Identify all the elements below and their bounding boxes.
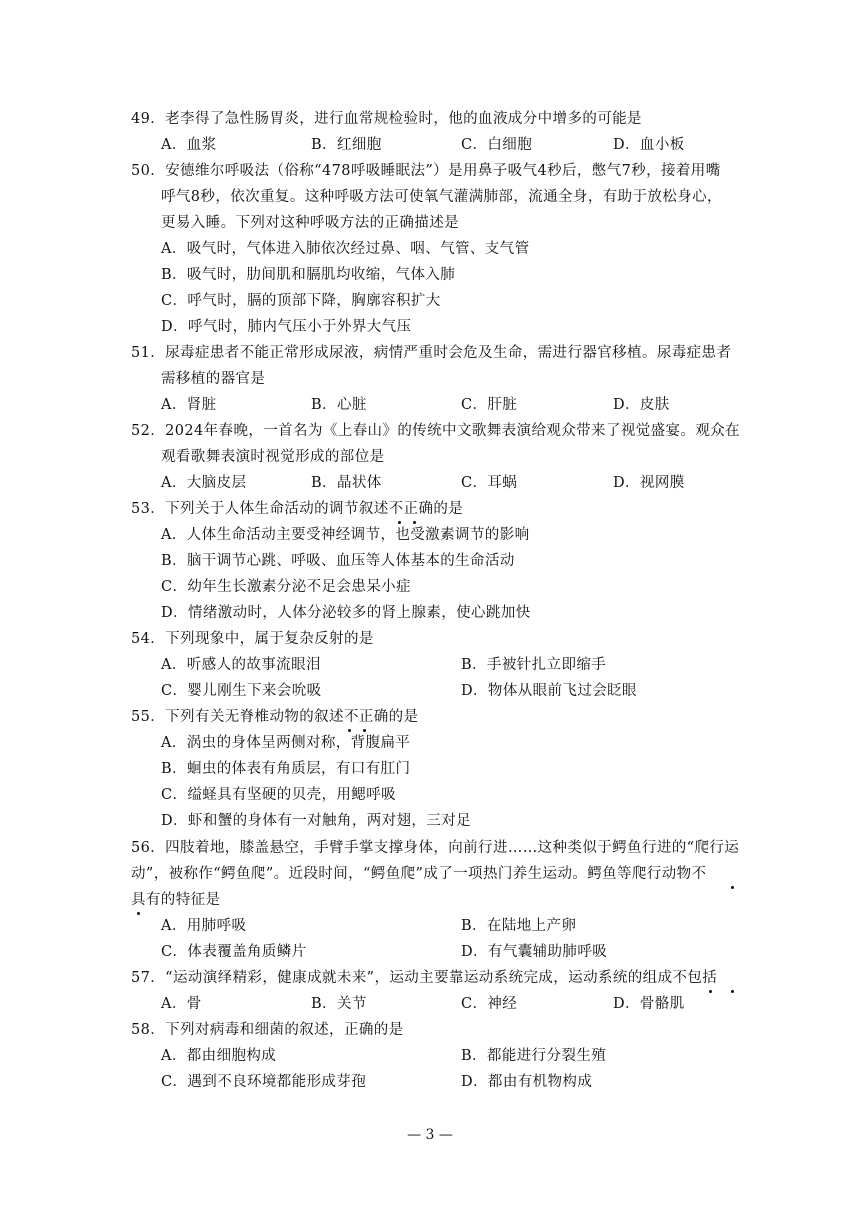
page-number: — 3 — [407, 1127, 453, 1143]
question-50-stem-line-3: 更易入睡。下列对这种呼吸方法的正确描述是 [161, 215, 459, 231]
question-52-stem-line-1: 52．2024年春晚，一首名为《上春山》的传统中文歌舞表演给观众带来了视觉盛宴。观众在 [131, 423, 741, 439]
question-56-option-a: A．用肺呼吸 [161, 918, 247, 934]
question-58-option-a: A．都由细胞构成 [161, 1048, 277, 1064]
question-57-option-b: B．关节 [311, 996, 367, 1012]
question-57-option-a: A．骨 [161, 996, 202, 1012]
question-56-stem-line-1: 56．四肢着地，膝盖悬空，手臂手掌支撑身体，向前行进……这种类似于鳄鱼行进的“爬行运 [131, 840, 740, 856]
question-55-option-d: D．虾和蟹的身体有一对触角，两对翅，三对足 [161, 813, 472, 829]
question-49-option-c: C．白细胞 [461, 137, 533, 153]
question-58-option-c: C．遇到不良环境都能形成芽孢 [161, 1074, 367, 1090]
question-50-option-b: B．吸气时，肋间肌和膈肌均收缩，气体入肺 [161, 267, 456, 283]
question-49-stem: 49．老李得了急性肠胃炎，进行血常规检验时，他的血液成分中增多的可能是 [131, 111, 642, 127]
question-56-stem-line-2: 动”，被称作“鳄鱼爬”。近段时间，“鳄鱼爬”成了一项热门养生运动。鳄鱼等爬行动物不 [131, 866, 707, 882]
question-53-option-c: C．幼年生长激素分泌不足会患呆小症 [161, 579, 411, 595]
question-51-stem-line-2: 需移植的器官是 [161, 371, 266, 387]
question-53-stem: 53．下列关于人体生命活动的调节叙述不正确的是 [131, 501, 464, 517]
question-54-option-b: B．手被针扎立即缩手 [461, 657, 607, 673]
question-58-option-d: D．都由有机物构成 [461, 1074, 593, 1090]
question-52-option-b: B．晶状体 [311, 475, 382, 491]
question-50-option-a: A．吸气时，气体进入肺依次经过鼻、咽、气管、支气管 [161, 241, 530, 257]
question-49-option-a: A．血浆 [161, 137, 217, 153]
question-58-stem: 58．下列对病毒和细菌的叙述，正确的是 [131, 1022, 404, 1038]
question-50-option-c: C．呼气时，膈的顶部下降，胸廓容积扩大 [161, 293, 441, 309]
question-56-stem-line-3: 具有的特征是 [131, 892, 221, 908]
question-51-option-a: A．肾脏 [161, 397, 217, 413]
question-55-option-a: A．涡虫的身体呈两侧对称，背腹扁平 [161, 735, 411, 751]
question-52-stem-line-2: 观看歌舞表演时视觉形成的部位是 [161, 449, 385, 465]
question-52-option-c: C．耳蜗 [461, 475, 518, 491]
question-56-option-b: B．在陆地上产卵 [461, 918, 577, 934]
question-53-option-d: D．情绪激动时，人体分泌较多的肾上腺素，使心跳加快 [161, 605, 531, 621]
question-54-stem: 54．下列现象中，属于复杂反射的是 [131, 631, 374, 647]
question-54-option-c: C．婴儿刚生下来会吮吸 [161, 683, 322, 699]
question-56-option-c: C．体表覆盖角质鳞片 [161, 944, 307, 960]
question-50-stem-line-2: 呼气8秒，依次重复。这种呼吸方法可使氧气灌满肺部，流通全身，有助于放松身心， [161, 189, 722, 205]
question-56-option-d: D．有气囊辅助肺呼吸 [461, 944, 608, 960]
question-57-option-d: D．骨骼肌 [613, 996, 685, 1012]
question-49-option-b: B．红细胞 [311, 137, 382, 153]
question-58-option-b: B．都能进行分裂生殖 [461, 1048, 607, 1064]
question-57-stem: 57．“运动演绎精彩，健康成就未来”，运动主要靠运动系统完成，运动系统的组成不包括 [131, 970, 718, 986]
question-51-option-d: D．皮肤 [613, 397, 670, 413]
question-49-option-d: D．血小板 [613, 137, 685, 153]
question-54-option-d: D．物体从眼前飞过会眨眼 [461, 683, 637, 699]
question-55-option-b: B．蛔虫的体表有角质层，有口有肛门 [161, 761, 411, 777]
question-51-option-b: B．心脏 [311, 397, 367, 413]
question-51-stem-line-1: 51．尿毒症患者不能正常形成尿液，病情严重时会危及生命，需进行器官移植。尿毒症患者 [131, 345, 732, 361]
question-53-option-b: B．脑干调节心跳、呼吸、血压等人体基本的生命活动 [161, 553, 515, 569]
question-54-option-a: A．听感人的故事流眼泪 [161, 657, 321, 673]
emphasis-dot [709, 990, 712, 993]
emphasis-dot [137, 912, 140, 915]
question-52-option-d: D．视网膜 [613, 475, 685, 491]
question-50-option-d: D．呼气时，肺内气压小于外界大气压 [161, 319, 412, 335]
question-52-option-a: A．大脑皮层 [161, 475, 247, 491]
question-55-stem: 55．下列有关无脊椎动物的叙述不正确的是 [131, 709, 419, 725]
emphasis-dot [731, 886, 734, 889]
question-55-option-c: C．缢蛏具有坚硬的贝壳，用鳃呼吸 [161, 787, 396, 803]
emphasis-dot [731, 990, 734, 993]
question-51-option-c: C．肝脏 [461, 397, 518, 413]
question-50-stem-line-1: 50．安德维尔呼吸法（俗称“478呼吸睡眠法”）是用鼻子吸气4秒后，憋气7秒，接着用嘴 [131, 163, 721, 179]
question-53-option-a: A．人体生命活动主要受神经调节，也受激素调节的影响 [161, 527, 530, 543]
question-57-option-c: C．神经 [461, 996, 518, 1012]
